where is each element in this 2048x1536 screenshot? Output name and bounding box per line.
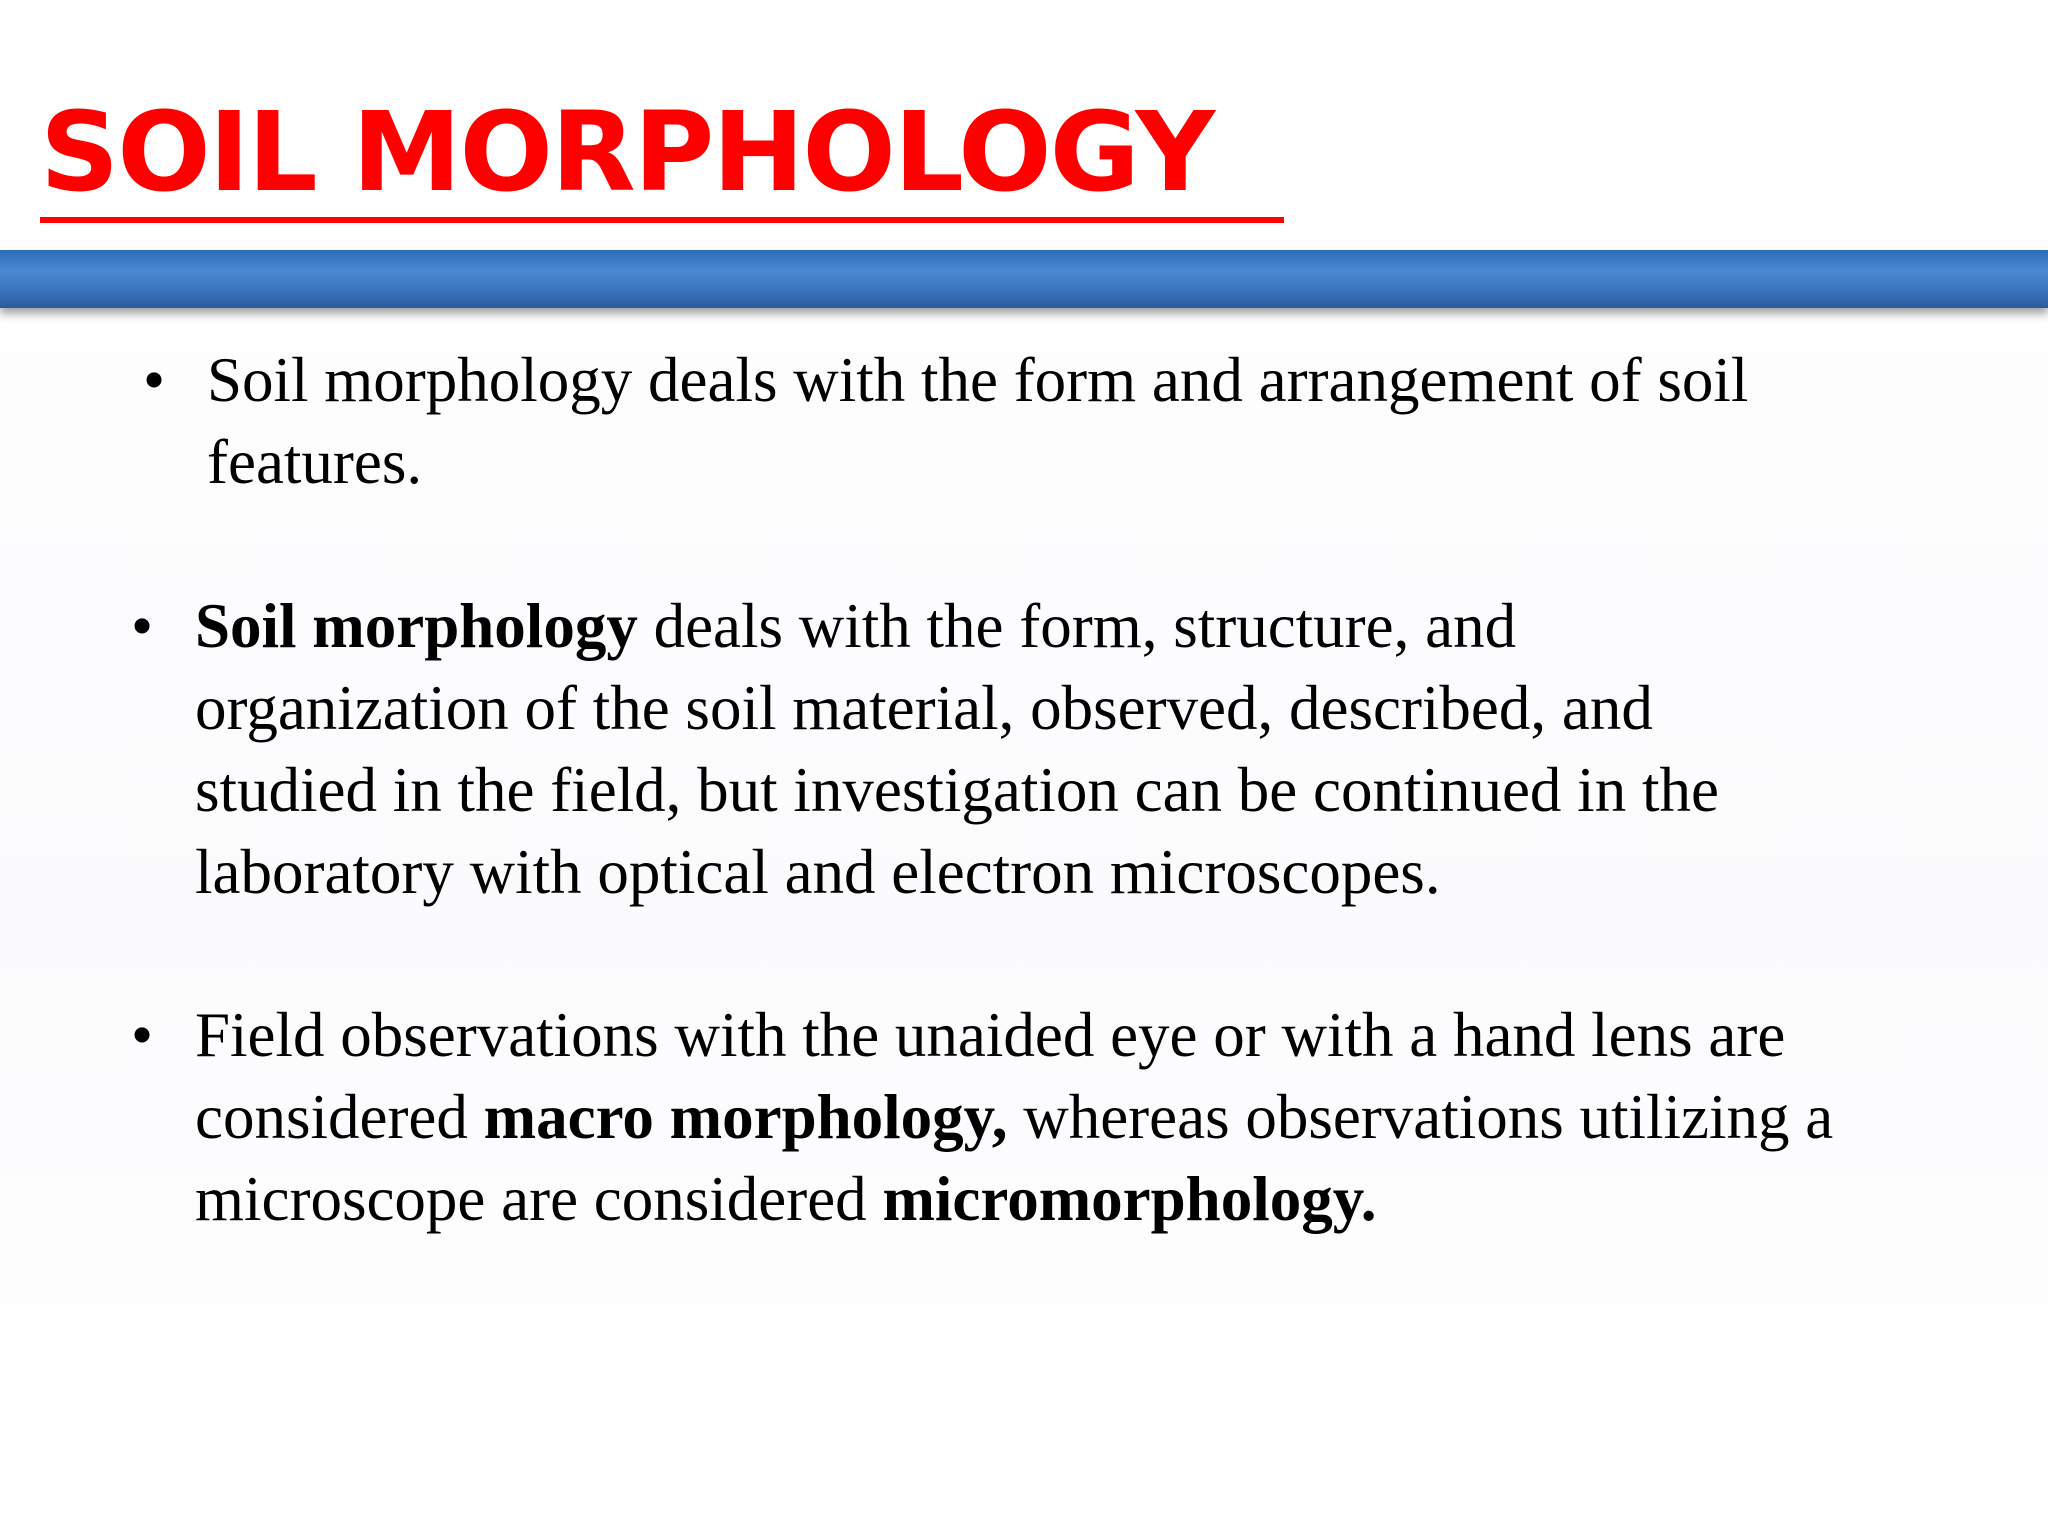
bullet-dot: • — [131, 1000, 154, 1070]
bullet-bold-term: micromorphology. — [882, 1164, 1377, 1234]
bullet-text: deals with the form, structure, and organization of the soil material, observed, described, and studied in the field, but investigation can be continued in the laboratory with optical and electron microscopes. — [195, 591, 1719, 907]
bullet-item — [131, 994, 1855, 1240]
bullet-bold-term: macro morphology, — [483, 1082, 1008, 1152]
bullet-text: whereas observations utilizing a microscope are considered — [195, 1082, 1834, 1234]
bullet-item — [131, 585, 1815, 913]
bullet-dot: • — [143, 345, 166, 415]
bullet-item — [143, 339, 1827, 503]
bullet-text: Soil morphology deals with the form and arrangement of soil features. — [207, 345, 1749, 497]
bullet-text: Field observations with the unaided eye or with a hand lens are considered — [195, 1000, 1786, 1152]
slide-title: SOIL MORPHOLOGY — [40, 88, 1214, 216]
bullet-bold-lead: Soil morphology — [195, 591, 638, 661]
bullet-dot: • — [131, 591, 154, 661]
